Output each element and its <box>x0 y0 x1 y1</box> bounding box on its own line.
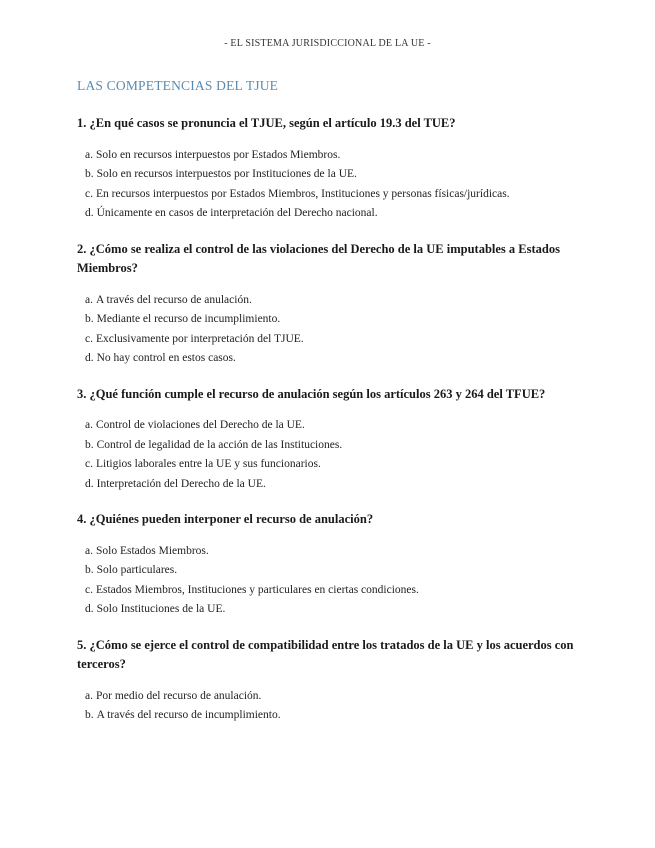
option-text: A través del recurso de anulación. <box>95 293 252 306</box>
option-list <box>85 687 577 726</box>
option-item <box>85 706 577 726</box>
option-letter: d. <box>85 207 94 219</box>
question-text: 5. ¿Cómo se ejerce el control de compatibilidad entre los tratados de la UE y los acuerdos con terceros? <box>77 637 574 671</box>
option-item <box>85 204 577 224</box>
option-item <box>85 146 577 166</box>
option-letter: d. <box>85 352 94 364</box>
option-item <box>85 475 577 495</box>
option-text: Únicamente en casos de interpretación del Derecho nacional. <box>96 207 378 219</box>
option-letter: b. <box>85 313 94 325</box>
option-letter: c. <box>85 583 93 596</box>
option-item <box>85 600 577 620</box>
option-item <box>85 687 577 707</box>
option-item <box>85 185 577 205</box>
option-list <box>85 146 577 224</box>
question-4 <box>77 510 577 620</box>
option-letter: a. <box>85 293 93 306</box>
option-letter: a. <box>85 419 93 431</box>
option-item <box>85 436 577 456</box>
option-text: Estados Miembros, Instituciones y particulares en ciertas condiciones. <box>95 583 419 596</box>
option-item <box>85 416 577 436</box>
option-text: A través del recurso de incumplimiento. <box>96 709 281 721</box>
option-letter: c. <box>85 187 93 200</box>
option-letter: c. <box>85 458 93 470</box>
question-5 <box>77 636 577 726</box>
option-list <box>85 542 577 620</box>
question-text: 4. ¿Quiénes pueden interponer el recurso de anulación? <box>77 512 374 526</box>
option-letter: b. <box>85 438 94 451</box>
section-title: LAS COMPETENCIAS DEL TJUE <box>77 78 279 93</box>
option-item <box>85 310 577 330</box>
option-text: Solo en recursos interpuestos por Instituciones de la UE. <box>96 168 357 180</box>
option-item <box>85 455 577 475</box>
option-text: Solo particulares. <box>96 564 178 576</box>
question-text: 3. ¿Qué función cumple el recurso de anulación según los artículos 263 y 264 del TFUE? <box>77 386 546 401</box>
question-text: 1. ¿En qué casos se pronuncia el TJUE, según el artículo 19.3 del TUE? <box>77 116 456 130</box>
option-letter: a. <box>85 544 93 557</box>
option-text: Control de legalidad de la acción de las Instituciones. <box>96 438 343 451</box>
option-text: Litigios laborales entre la UE y sus funcionarios. <box>95 458 321 470</box>
option-letter: d. <box>85 603 94 615</box>
option-list <box>85 416 577 494</box>
option-item <box>85 291 577 311</box>
option-letter: b. <box>85 564 94 576</box>
option-letter: b. <box>85 168 94 180</box>
option-letter: c. <box>85 332 93 345</box>
running-header: - EL SISTEMA JURISDICCIONAL DE LA UE - <box>224 38 431 49</box>
question-1 <box>77 114 577 224</box>
option-text: Control de violaciones del Derecho de la UE. <box>95 419 305 431</box>
option-text: Solo en recursos interpuestos por Estados Miembros. <box>95 148 341 161</box>
question-list <box>77 114 577 726</box>
option-text: No hay control en estos casos. <box>96 352 236 364</box>
option-item <box>85 349 577 369</box>
option-item <box>85 330 577 350</box>
option-text: En recursos interpuestos por Estados Miembros, Instituciones y personas físicas/jurídicas. <box>95 187 510 200</box>
option-text: Mediante el recurso de incumplimiento. <box>96 313 281 325</box>
option-letter: a. <box>85 689 93 702</box>
option-letter: b. <box>85 709 94 721</box>
question-text: 2. ¿Cómo se realiza el control de las violaciones del Derecho de la UE imputables a Estados Miembros? <box>77 241 560 275</box>
option-letter: a. <box>85 148 93 161</box>
option-text: Interpretación del Derecho de la UE. <box>96 477 266 490</box>
option-item <box>85 165 577 185</box>
option-list <box>85 291 577 369</box>
option-item <box>85 542 577 562</box>
option-letter: d. <box>85 477 94 490</box>
option-text: Exclusivamente por interpretación del TJUE. <box>95 332 304 345</box>
option-item <box>85 561 577 581</box>
option-text: Solo Estados Miembros. <box>95 544 209 557</box>
option-item <box>85 581 577 601</box>
question-2 <box>77 240 577 369</box>
option-text: Por medio del recurso de anulación. <box>95 689 262 702</box>
question-3 <box>77 385 577 495</box>
option-text: Solo Instituciones de la UE. <box>96 603 226 615</box>
